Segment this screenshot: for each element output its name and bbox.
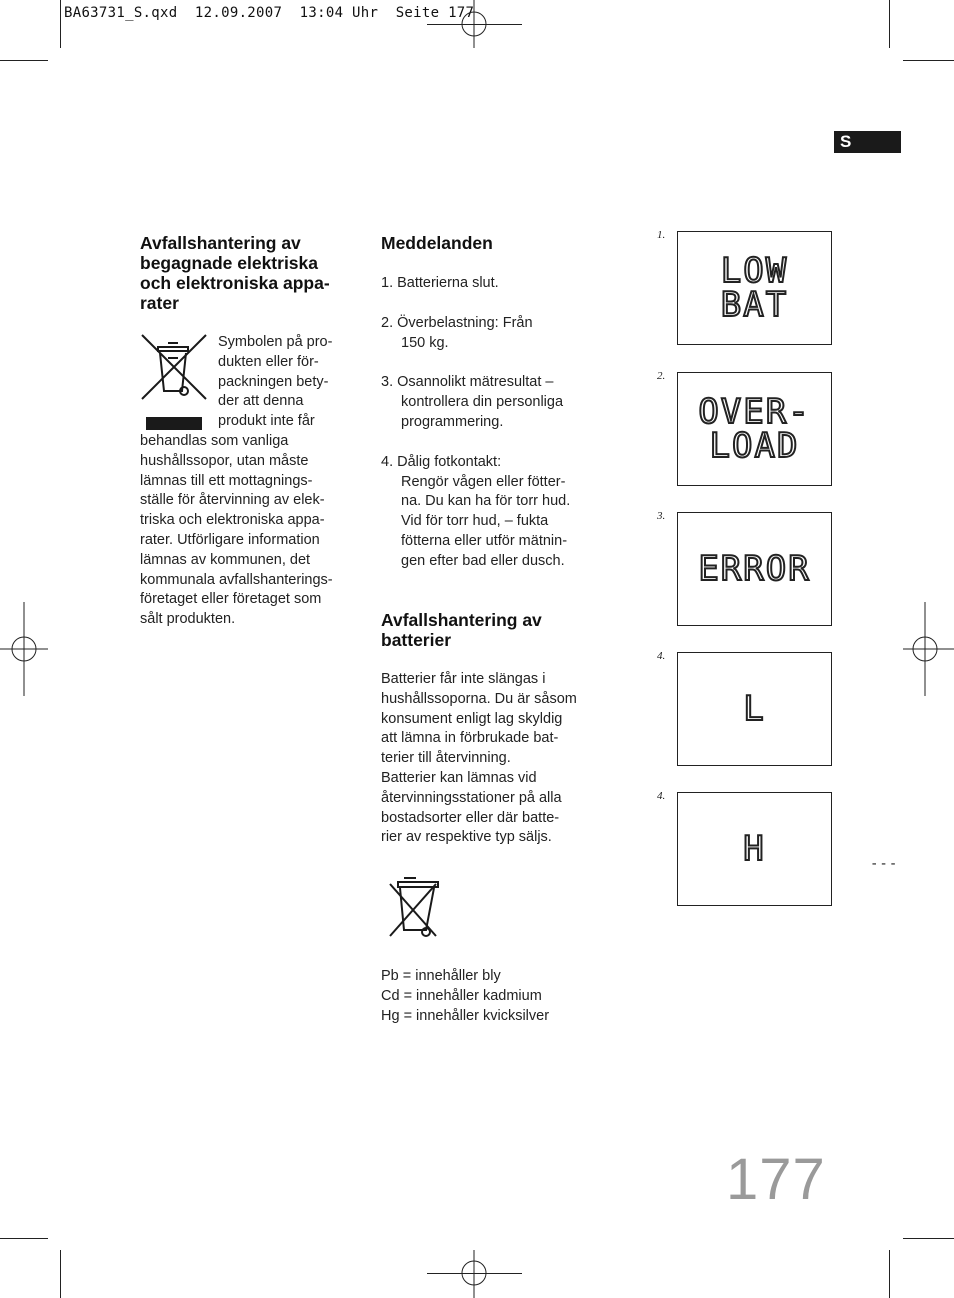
messages-heading: Meddelanden — [381, 233, 493, 253]
side-mark: --- — [870, 856, 899, 872]
display-overload: OVER- LOAD — [677, 372, 832, 486]
language-tab: S — [834, 131, 901, 153]
display-label: 2. — [657, 370, 666, 382]
weee-paragraph-bottom: behandlas som vanliga hushållssopor, utan måste lämnas till ett mottagnings- ställe för återvinning av elek- triska och elektroniska appa- rater. Utförligare information lämnas av kommunen, det kommunala avfallshanterings- företaget eller företaget som sålt produkten. — [140, 433, 333, 628]
display-error: ERROR — [677, 512, 832, 626]
list-item: 4. Dålig fotkontakt: Rengör vågen eller fötter- na. Du kan ha för torr hud. Vid för torr hud, – fukta fötterna eller utför mätnin- gen efter bad eller dusch. — [381, 453, 571, 569]
list-item: 1. Batterierna slut. — [381, 275, 499, 291]
weee-heading: Avfallshantering av begagnade elektriska och elektroniska appa-rater — [140, 233, 330, 313]
battery-paragraph: Batterier får inte slängas i hushållssoporna. Du är såsom konsument enligt lag skyldig att lämna in förbrukade bat- terier till återvinning. Batterier kan lämnas vid återvinningsstationer på alla bostadsorter eller där batte- rier av respektive typ säljs. — [381, 671, 577, 846]
list-item: 2. Överbelastning: Från 150 kg. — [381, 314, 533, 351]
display-label: 1. — [657, 229, 666, 241]
battery-heading: Avfallshantering av batterier — [381, 610, 542, 650]
display-label: 3. — [657, 510, 666, 522]
crossed-out-wheelie-bin-icon — [140, 333, 210, 431]
weee-paragraph-top: Symbolen på pro- dukten eller för- packningen bety- der att denna produkt inte får — [218, 334, 333, 430]
list-item: 3. Osannolikt mätresultat – kontrollera din personliga programmering. — [381, 374, 564, 430]
print-slug: BA63731_S.qxd 12.09.2007 13:04 Uhr Seite 177 — [64, 5, 475, 21]
display-label: 4. — [657, 650, 666, 662]
heavy-metal-legend: Pb = innehåller bly Cd = innehåller kadmium Hg = innehåller kvicksilver — [381, 968, 550, 1024]
display-label: 4. — [657, 790, 666, 802]
crossed-out-wheelie-bin-icon — [386, 874, 444, 942]
display-low-bat: LOW BAT — [677, 231, 832, 345]
messages-list — [381, 274, 611, 592]
display-low-contact: L — [677, 652, 832, 766]
weee-section — [140, 233, 350, 313]
display-high-contact: H — [677, 792, 832, 906]
page-number: 177 — [726, 1147, 826, 1212]
